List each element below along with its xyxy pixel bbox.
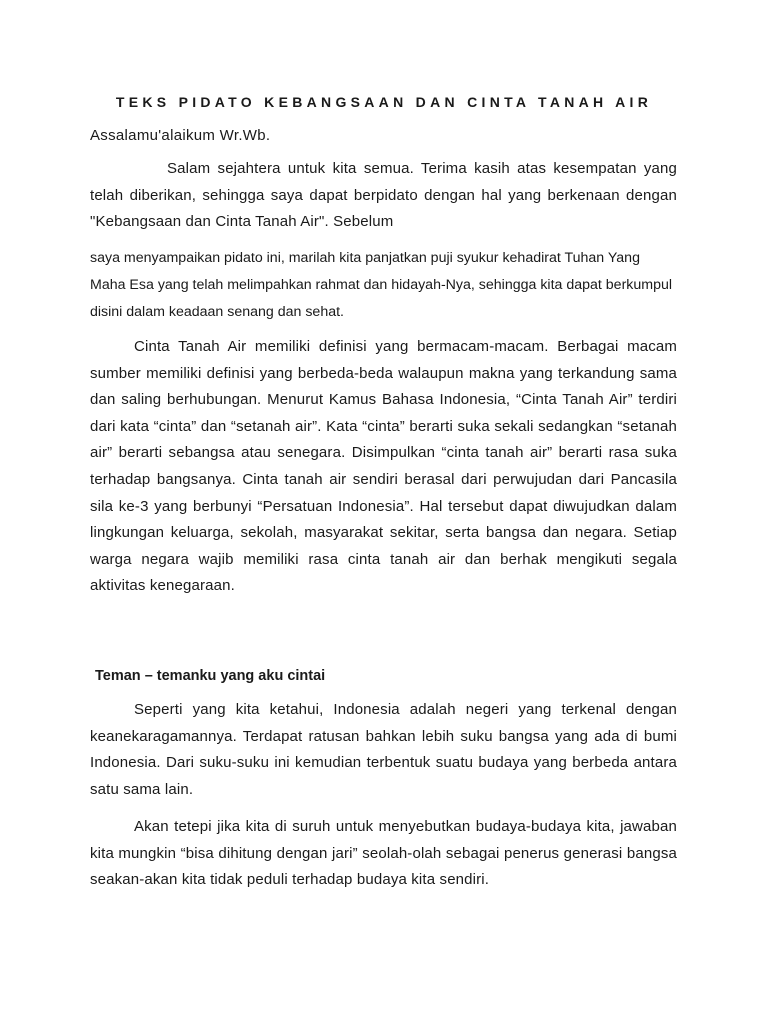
document-title: TEKS PIDATO KEBANGSAAN DAN CINTA TANAH AIR: [115, 94, 653, 110]
paragraph-culture: Akan tetepi jika kita di suruh untuk menyebutkan budaya-budaya kita, jawaban kita mungkin “bisa dihitung dengan jari” seolah-olah sebagai penerus generasi bangsa seakan-akan kita tidak peduli terhadap budaya kita sendiri.: [90, 818, 677, 889]
paragraph-opening: Salam sejahtera untuk kita semua. Terima kasih atas kesempatan yang telah diberikan, sehingga saya dapat berpidato dengan hal yang berkenaan dengan "Kebangsaan dan Cinta Tanah Air". Sebelum: [90, 160, 677, 231]
paragraph-diversity: Seperti yang kita ketahui, Indonesia adalah negeri yang terkenal dengan keanekaragamannya. Terdapat ratusan bahkan lebih suku bangsa yang ada di bumi Indonesia. Dari suku-suku ini kemudian terbentuk suatu budaya yang berbeda antara satu sama lain.: [90, 701, 677, 798]
paragraph-definition: Cinta Tanah Air memiliki definisi yang bermacam-macam. Berbagai macam sumber memiliki definisi yang berbeda-beda walaupun makna yang terkandung sama dan saling berhubungan. Menurut Kamus Bahasa Indonesia, “Cinta Tanah Air” terdiri dari kata “cinta” dan “setanah air”. Kata “cinta” berarti suka sekali sedangkan “setanah air” berarti sebangsa atau senegara. Disimpulkan “cinta tanah air” berarti rasa suka terhadap bangsanya. Cinta tanah air sendiri berasal dari perwujudan dari Pancasila sila ke-3 yang berbunyi “Persatuan Indonesia”. Hal tersebut dapat diwujudkan dalam lingkungan keluarga, sekolah, masyarakat sekitar, serta bangsa dan negara. Setiap warga negara wajib memiliki rasa cinta tanah air dan berhak mengikuti segala aktivitas kenegaraan.: [90, 338, 677, 595]
greeting-line: Assalamu'alaikum Wr.Wb.: [90, 127, 271, 144]
section-heading: Teman – temanku yang aku cintai: [95, 668, 326, 684]
paragraph-gratitude: saya menyampaikan pidato ini, marilah kita panjatkan puji syukur kehadirat Tuhan Yang Maha Esa yang telah melimpahkan rahmat dan hidayah-Nya, sehingga kita dapat berkumpul disini dalam keadaan senang dan sehat.: [90, 250, 673, 320]
